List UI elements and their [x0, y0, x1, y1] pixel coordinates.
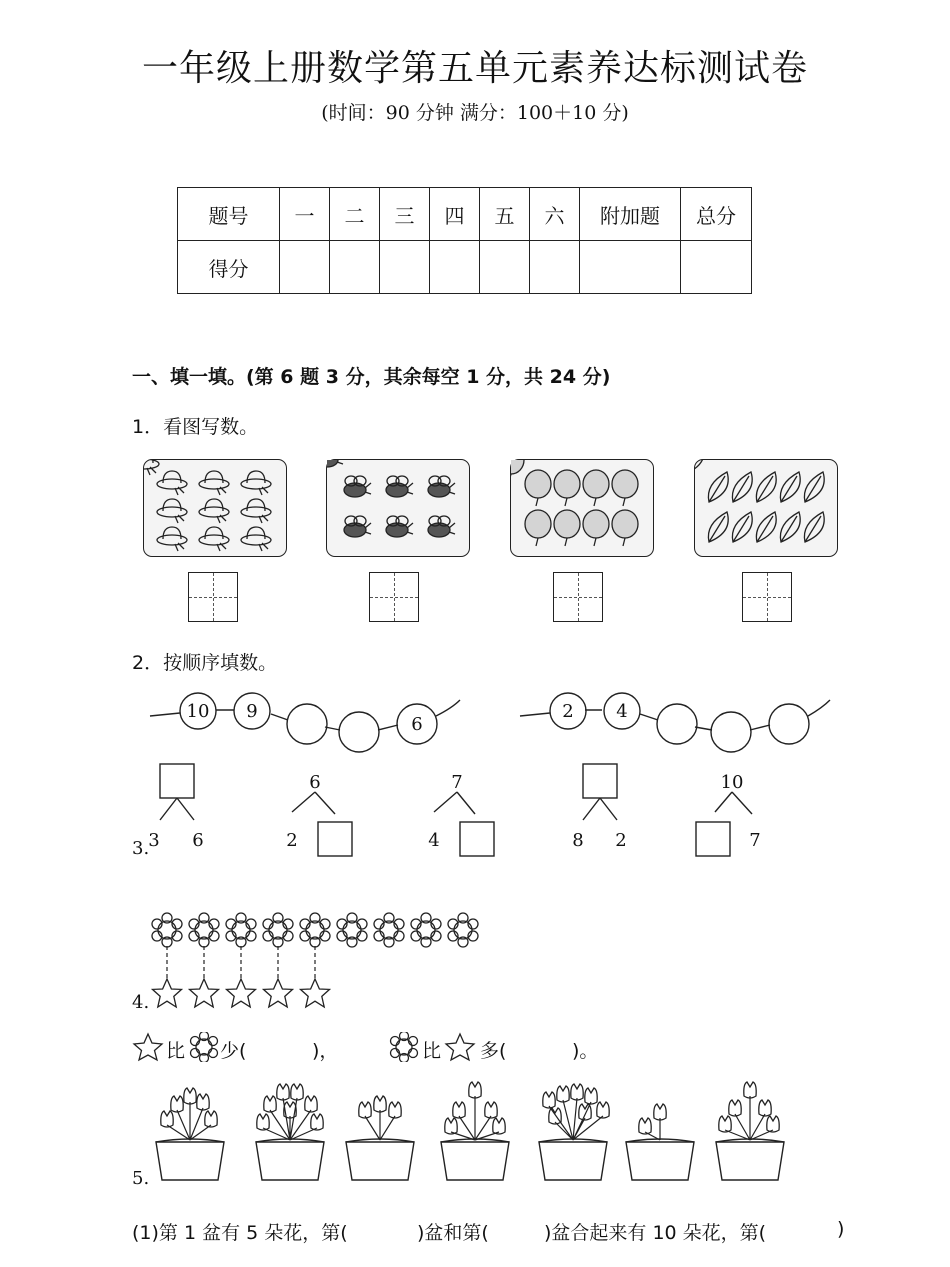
- star-icon: [444, 1032, 478, 1062]
- score-table: [177, 187, 752, 294]
- chain-number: 2: [562, 701, 574, 722]
- pot-icon: [156, 1139, 784, 1180]
- compare-text: 比: [166, 1040, 186, 1062]
- hat-icon: [144, 460, 286, 556]
- tree-right: 7: [749, 830, 761, 851]
- header-cell: 四: [430, 188, 480, 241]
- number-chains: [140, 680, 840, 760]
- chain-number: 6: [411, 714, 423, 735]
- sub1-part: (1)第 1 盆有 5 朵花，第(: [132, 1222, 348, 1244]
- header-cell: 五: [480, 188, 530, 241]
- score-table-score-row: [178, 241, 752, 294]
- compare-text: 少(: [220, 1040, 247, 1062]
- flowers-stars-comparison: [145, 908, 490, 1013]
- score-table-header-row: [178, 188, 752, 241]
- tree-right: 2: [615, 830, 627, 851]
- score-cell[interactable]: [580, 241, 681, 294]
- score-cell[interactable]: [480, 241, 530, 294]
- score-cell[interactable]: [380, 241, 430, 294]
- tree-left: 4: [428, 830, 440, 851]
- question-2-label: 2．按顺序填数。: [132, 652, 278, 674]
- score-label: 得分: [178, 241, 280, 294]
- score-cell[interactable]: [430, 241, 480, 294]
- answer-box[interactable]: [188, 572, 238, 622]
- compare-text: )，: [312, 1040, 339, 1062]
- chain-number: 4: [616, 701, 628, 722]
- flower-icon: [388, 1032, 420, 1062]
- flower-pots: [145, 1080, 785, 1190]
- score-cell[interactable]: [330, 241, 380, 294]
- compare-text: 多(: [480, 1040, 507, 1062]
- header-cell: 附加题: [580, 188, 681, 241]
- tree-left: 8: [572, 830, 584, 851]
- header-cell: 六: [530, 188, 580, 241]
- flower-icon: [188, 1032, 220, 1062]
- bee-icon: [327, 460, 469, 556]
- sub1-part: )盆和第(: [417, 1222, 489, 1244]
- sub1-part: )盆合起来有 10 朵花，第(: [544, 1222, 767, 1244]
- score-cell[interactable]: [530, 241, 580, 294]
- balloon-icon: [511, 460, 653, 556]
- tree-top: 7: [451, 772, 463, 793]
- header-cell: 一: [280, 188, 330, 241]
- picture-leaves: [694, 459, 838, 557]
- question-5-sub-1: [132, 1218, 852, 1248]
- star-icon: [153, 979, 330, 1007]
- header-cell: 题号: [178, 188, 280, 241]
- tree-left: 2: [286, 830, 298, 851]
- tree-top: 6: [309, 772, 321, 793]
- page-title: 一年级上册数学第五单元素养达标测试卷: [141, 48, 808, 89]
- question-1-label: 1．看图写数。: [132, 416, 259, 438]
- chain-number: 10: [186, 701, 210, 722]
- exam-info: (时间：90 分钟 满分：100＋10 分): [321, 102, 629, 124]
- tree-top: 10: [720, 772, 744, 793]
- flower-icon: [152, 913, 478, 947]
- answer-box[interactable]: [742, 572, 792, 622]
- compare-line: [132, 1032, 832, 1062]
- header-cell: 总分: [681, 188, 752, 241]
- header-cell: 二: [330, 188, 380, 241]
- score-cell[interactable]: [681, 241, 752, 294]
- score-cell[interactable]: [280, 241, 330, 294]
- tree-right: 6: [192, 830, 204, 851]
- chain-number: 9: [246, 701, 258, 722]
- answer-box[interactable]: [369, 572, 419, 622]
- picture-hats: [143, 459, 287, 557]
- tulip-icon: [161, 1082, 779, 1140]
- question-3-label: 3.: [132, 838, 150, 859]
- question-5-label: 5.: [132, 1168, 150, 1189]
- sub1-part: ): [837, 1218, 845, 1240]
- answer-box[interactable]: [553, 572, 603, 622]
- compare-text: 比: [422, 1040, 442, 1062]
- header-cell: 三: [380, 188, 430, 241]
- leaf-icon: [695, 460, 837, 556]
- section-heading: 一、填一填。(第 6 题 3 分，其余每空 1 分，共 24 分): [132, 366, 611, 388]
- question-4-label: 4.: [132, 992, 150, 1013]
- tree-left: 3: [148, 830, 160, 851]
- compare-text: )。: [572, 1040, 599, 1062]
- picture-bees: [326, 459, 470, 557]
- picture-balloons: [510, 459, 654, 557]
- number-split-trees: [130, 762, 810, 862]
- star-icon: [132, 1032, 166, 1062]
